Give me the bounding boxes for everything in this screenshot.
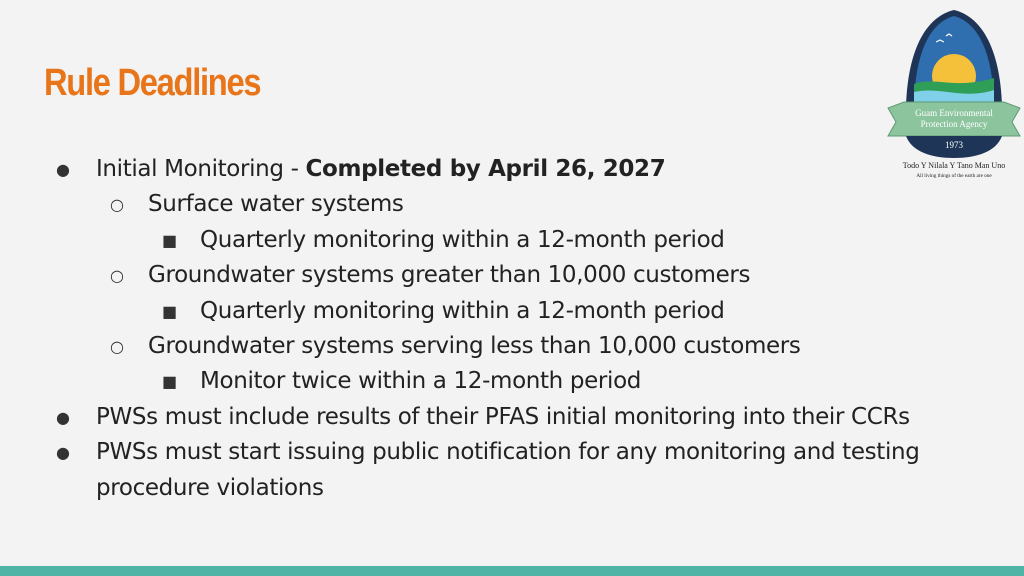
groundwater-small-item: Groundwater systems serving less than 10,000 customers	[148, 333, 801, 360]
groundwater-large-detail: Quarterly monitoring within a 12-month period	[200, 297, 725, 324]
bullet-dot: ●	[56, 443, 70, 463]
list-item	[0, 294, 1024, 329]
bullet-circle: ○	[110, 195, 124, 215]
bottom-accent-bar	[0, 566, 1024, 576]
bullet-square: ■	[162, 301, 177, 321]
surface-water-item: Surface water systems	[148, 191, 404, 218]
list-item	[0, 435, 986, 506]
logo-year: 1973	[945, 140, 963, 150]
surface-water-detail: Quarterly monitoring within a 12-month period	[200, 226, 725, 253]
list-item	[0, 187, 1024, 222]
bullet-dot: ●	[56, 407, 70, 427]
bullet-circle: ○	[110, 337, 124, 357]
bullet-list	[0, 152, 1024, 506]
initial-monitoring-label: Initial Monitoring -	[96, 156, 306, 182]
logo-motto-line1: Todo Y Nilala Y Tano Man Uno	[902, 161, 1006, 170]
groundwater-small-detail: Monitor twice within a 12-month period	[200, 368, 642, 395]
list-item	[0, 364, 1024, 399]
bullet-square: ■	[162, 230, 177, 250]
completion-deadline: Completed by April 26, 2027	[305, 156, 666, 182]
bullet-square: ■	[162, 372, 177, 392]
logo-motto-line2: All living things of the earth are one	[916, 173, 992, 179]
bullet-dot: ●	[56, 160, 70, 179]
bullet-circle: ○	[110, 266, 124, 286]
logo-banner-line1: Guam Environmental	[915, 108, 993, 118]
list-item	[0, 329, 1024, 364]
list-item	[0, 152, 1024, 187]
slide-title: Rule Deadlines	[44, 62, 261, 104]
public-notification-item: PWSs must start issuing public notification for any monitoring and testing procedure violations	[96, 439, 920, 501]
list-item	[0, 223, 1024, 258]
list-item	[0, 400, 1024, 435]
logo-banner-line2: Protection Agency	[920, 119, 988, 129]
list-item	[0, 258, 1024, 293]
groundwater-large-item: Groundwater systems greater than 10,000 customers	[148, 262, 751, 289]
ccr-results-item: PWSs must include results of their PFAS initial monitoring into their CCRs	[96, 403, 910, 430]
